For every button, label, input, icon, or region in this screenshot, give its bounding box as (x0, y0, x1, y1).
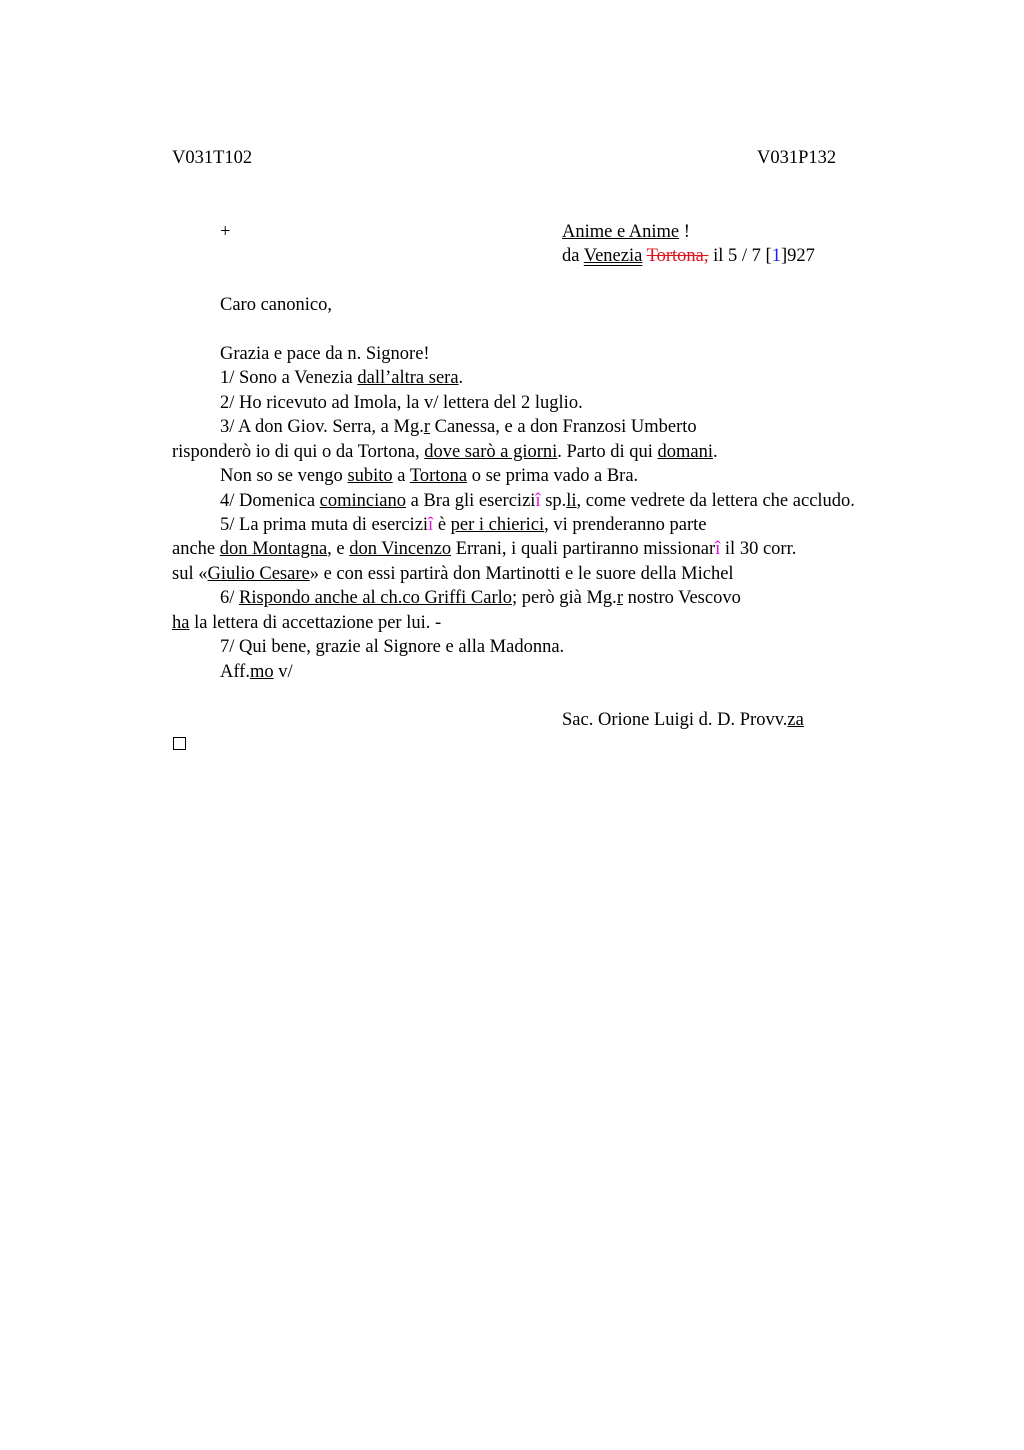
checkbox-square-icon (173, 737, 186, 750)
paragraph-2: 2/ Ho ricevuto ad Imola, la v/ lettera del 2 luglio. (220, 393, 583, 413)
paragraph-3-line-3 (220, 464, 638, 488)
signature-text: Sac. Orione Luigi d. D. Provv. (562, 710, 788, 730)
paragraph-7: 7/ Qui bene, grazie al Signore e alla Madonna. (220, 637, 565, 657)
motto-text: Anime e Anime (562, 222, 680, 242)
header-left-code: V031T102 (172, 148, 253, 168)
p6-l1-mid: ; però già Mg. (512, 588, 617, 608)
paragraph-5-line-1 (220, 513, 706, 537)
place-date-line (562, 244, 815, 268)
p6-l1-underlined-2: r (616, 588, 623, 608)
p3-l2-end: . (712, 442, 718, 462)
p1-end: . (458, 368, 464, 388)
p4-mid-2: sp. (540, 491, 567, 511)
p3-l2-mid: . Parto di qui (557, 442, 658, 462)
paragraph-3-line-2 (172, 440, 718, 464)
p5-l2-underlined-1: don Montagna (219, 539, 328, 559)
date-insert: 1 (771, 246, 781, 266)
p5-l2-mid: , e (327, 539, 350, 559)
p3-l1-underlined: r (423, 417, 430, 437)
p4-magenta-mark: î (535, 491, 541, 511)
paragraph-3-line-1 (220, 415, 697, 439)
cross-mark: + (220, 222, 231, 242)
p5-l1-mid: è (433, 515, 451, 535)
p5-l2-underlined-2: don Vincenzo (349, 539, 452, 559)
paragraph-6-line-2 (172, 611, 441, 635)
greeting: Grazia e pace da n. Signore! (220, 344, 430, 364)
closing-underlined: mo (249, 662, 274, 682)
p5-l1-magenta-mark: î (428, 515, 434, 535)
p3b-mid: a (392, 466, 410, 486)
closing (220, 660, 293, 684)
p3b-end: o se prima vado a Bra. (467, 466, 639, 486)
p5-l3-underlined: Giulio Cesare (207, 564, 310, 584)
signature-underlined: za (787, 710, 804, 730)
p4-mid: a Bra gli esercizi (405, 491, 536, 511)
date-pre: il 5 / 7 [ (708, 246, 772, 266)
place-prefix: da (562, 246, 584, 266)
p5-l2-magenta-mark: î (715, 539, 721, 559)
p5-l1-text: 5/ La prima muta di esercizi (220, 515, 429, 535)
p4-underlined-2: li (566, 491, 577, 511)
p3-l2-underlined-2: domani (657, 442, 713, 462)
p5-l1-end: , vi prenderanno parte (544, 515, 707, 535)
paragraph-5-line-2 (172, 537, 796, 561)
p5-l2-text: anche (172, 539, 220, 559)
motto-line (562, 220, 690, 244)
p6-l1-underlined: Rispondo anche al ch.co Griffi Carlo (239, 588, 512, 608)
p4-underlined-1: cominciano (319, 491, 406, 511)
p3-l2-underlined-1: dove sarò a giorni (424, 442, 558, 462)
p6-l2-underlined: ha (172, 613, 190, 633)
date-post: ]927 (780, 246, 815, 266)
p4-text: 4/ Domenica (220, 491, 320, 511)
paragraph-4 (220, 489, 855, 513)
place-name: Venezia (583, 246, 643, 266)
p3-l1-end: Canessa, e a don Franzosi Umberto (430, 417, 697, 437)
p5-l3-text: sul « (172, 564, 208, 584)
p6-l1-end: nostro Vescovo (622, 588, 741, 608)
signature (562, 708, 804, 732)
salutation: Caro canonico, (220, 295, 332, 315)
p6-l2-text: la lettera di accettazione per lui. - (189, 613, 442, 633)
motto-punct: ! (679, 222, 690, 242)
header-right-code: V031P132 (757, 148, 837, 168)
paragraph-1 (220, 366, 463, 390)
p3b-underlined-2: Tortona (409, 466, 468, 486)
struck-place: Tortona, (646, 246, 709, 266)
paragraph-6-line-1 (220, 586, 741, 610)
p3b-underlined-1: subito (347, 466, 393, 486)
p1-text: 1/ Sono a Venezia (220, 368, 358, 388)
p3-l1-text: 3/ A don Giov. Serra, a Mg. (220, 417, 424, 437)
paragraph-5-line-3 (172, 562, 734, 586)
p1-underlined: dall’altra sera (357, 368, 459, 388)
p5-l3-end: » e con essi partirà don Martinotti e le suore della Michel (309, 564, 734, 584)
p5-l1-underlined: per i chierici (450, 515, 545, 535)
p6-l1-text: 6/ (220, 588, 240, 608)
p4-end: , come vedrete da lettera che accludo. (576, 491, 855, 511)
p3-l2-text: risponderò io di qui o da Tortona, (172, 442, 425, 462)
closing-end: v/ (273, 662, 293, 682)
p5-l2-mid-2: Errani, i quali partiranno missionar (451, 539, 716, 559)
closing-text: Aff. (220, 662, 250, 682)
p3b-text: Non so se vengo (220, 466, 348, 486)
p5-l2-end: il 30 corr. (720, 539, 797, 559)
